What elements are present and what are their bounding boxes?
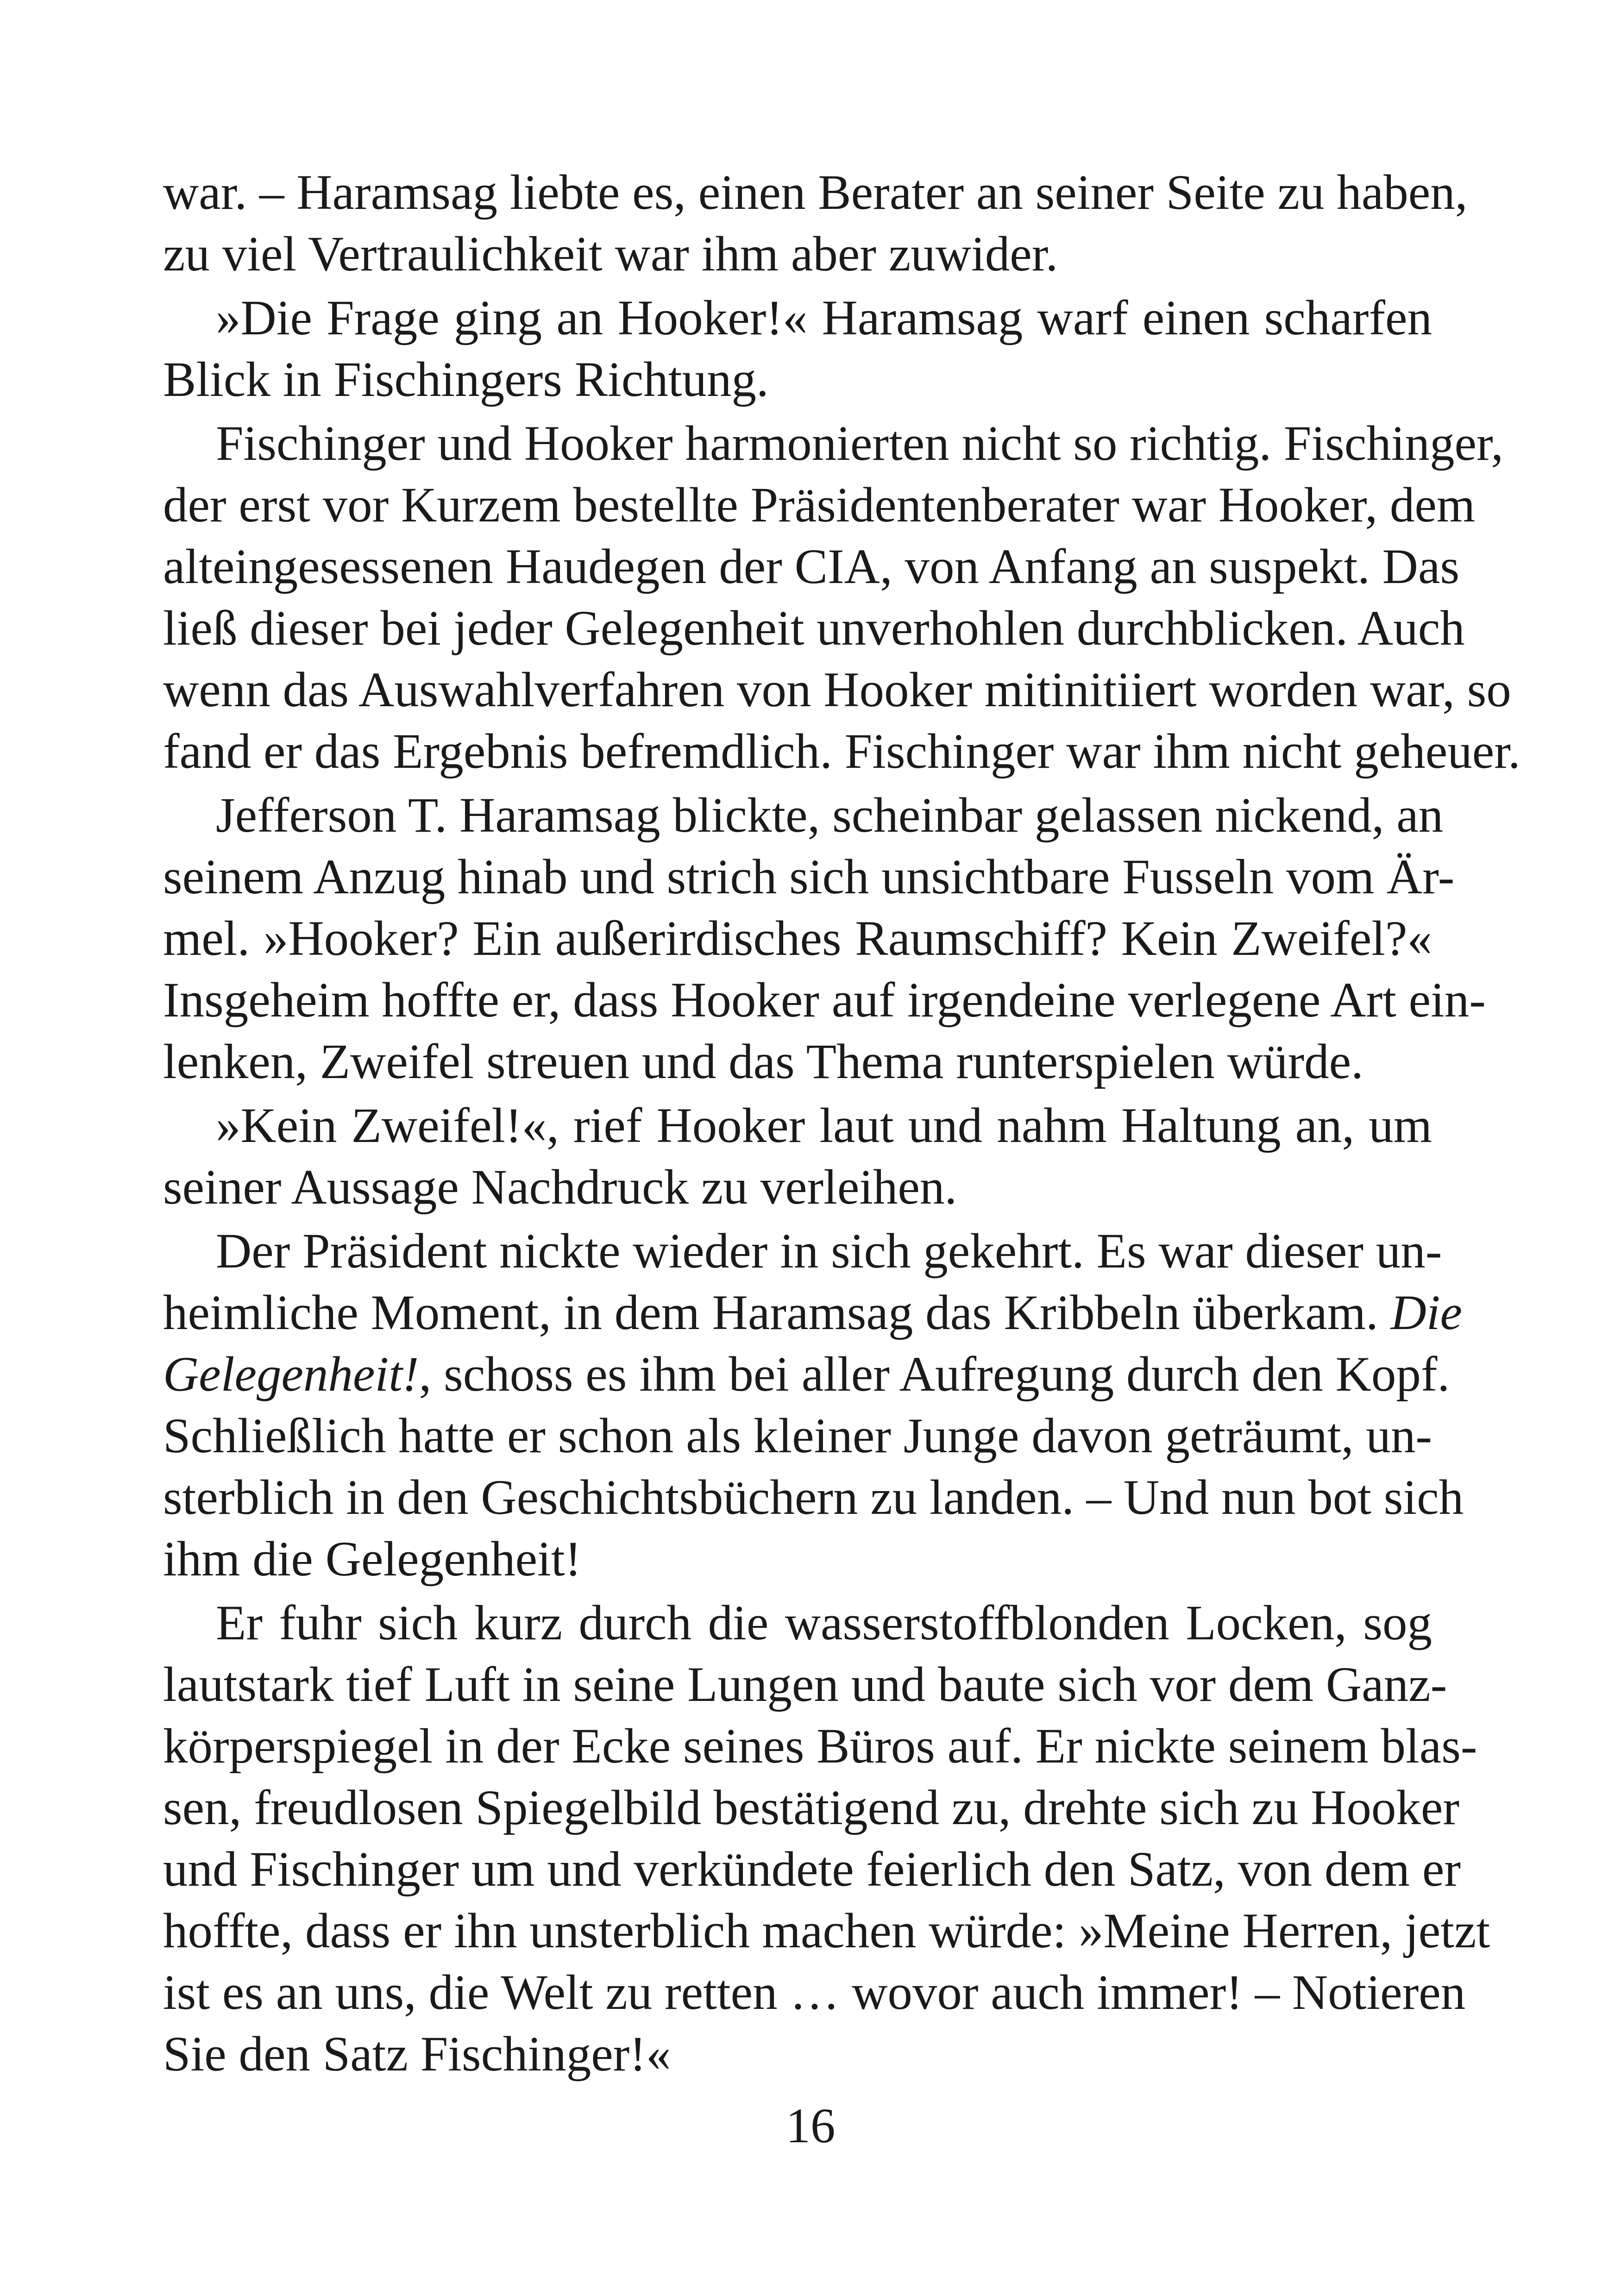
text-line: sterblich in den Geschichtsbüchern zu landen. – Und nun bot sich [163,1470,1464,1525]
italic-text: Gelegenheit! [163,1347,419,1402]
text-line: Er fuhr sich kurz durch die wasserstoffblonden Locken, sog [216,1596,1432,1650]
text-line: der erst vor Kurzem bestellte Präsidentenberater war Hooker, dem [163,478,1476,533]
text-line: »Kein Zweifel!«, rief Hooker laut und nahm Haltung an, um [216,1098,1432,1153]
text-line: mel. »Hooker? Ein außerirdisches Raumschiff? Kein Zweifel?« [163,911,1432,966]
text-line: Fischinger und Hooker harmonierten nicht so richtig. Fischinger, [216,416,1504,471]
paragraph [163,1095,1432,1218]
page-number: 16 [785,2099,836,2153]
paragraph [163,288,1432,411]
paragraph [163,413,1520,783]
text-line: ihm die Gelegenheit! [163,1532,582,1587]
text-line: ließ dieser bei jeder Gelegenheit unverhohlen durchblicken. Auch [163,601,1465,656]
text-line [163,1344,1450,1405]
text-line: und Fischinger um und verkündete feierlich den Satz, von dem er [163,1842,1461,1897]
paragraph [163,785,1486,1093]
text-line: alteingesessenen Haudegen der CIA, von Anfang an suspekt. Das [163,539,1460,594]
text-line: Jefferson T. Haramsag blickte, scheinbar gelassen nickend, an [216,788,1444,843]
text-line: Blick in Fischingers Richtung. [163,352,769,407]
text-line: Der Präsident nickte wieder in sich gekehrt. Es war dieser un- [216,1224,1442,1279]
text-line: seinem Anzug hinab und strich sich unsichtbare Fusseln vom Är- [163,850,1455,904]
text-line: war. – Haramsag liebte es, einen Berater an seiner Seite zu haben, [163,165,1468,220]
text-line: sen, freudlosen Spiegelbild bestätigend zu, drehte sich zu Hooker [163,1781,1460,1835]
text-line: Sie den Satz Fischinger!« [163,2027,671,2082]
text-line: Insgeheim hoffte er, dass Hooker auf irgendeine verlegene Art ein- [163,973,1486,1028]
text-line: wenn das Auswahlverfahren von Hooker mitinitiiert worden war, so [163,663,1511,717]
text-line: fand er das Ergebnis befremdlich. Fischinger war ihm nicht geheuer. [163,724,1520,779]
text-line: seiner Aussage Nachdruck zu verleihen. [163,1160,957,1215]
body-text [163,162,1520,2085]
text-line: ist es an uns, die Welt zu retten … wovor auch immer! – Notieren [163,1965,1466,2020]
text-line: körperspiegel in der Ecke seines Büros auf. Er nickte seinem blas- [163,1719,1477,1774]
text-line: hoffte, dass er ihn unsterblich machen würde: »Meine Herren, jetzt [163,1904,1490,1958]
text-segment: heimliche Moment, in dem Haramsag das Kribbeln überkam. [163,1286,1378,1340]
paragraph [163,1593,1490,2085]
text-line: Schließlich hatte er schon als kleiner Junge davon geträumt, un- [163,1409,1432,1463]
text-line: »Die Frage ging an Hooker!« Haramsag warf einen scharfen [216,291,1432,345]
text-segment: , schoss es ihm bei aller Aufregung durch den Kopf. [419,1347,1450,1402]
text-line [163,1282,1462,1344]
paragraph [163,1221,1464,1590]
text-line: lautstark tief Luft in seine Lungen und baute sich vor dem Ganz- [163,1657,1447,1712]
text-line: zu viel Vertraulichkeit war ihm aber zuwider. [163,227,1058,282]
text-line: lenken, Zweifel streuen und das Thema runterspielen würde. [163,1035,1363,1089]
italic-text: Die [1390,1286,1462,1340]
paragraph [163,162,1468,285]
